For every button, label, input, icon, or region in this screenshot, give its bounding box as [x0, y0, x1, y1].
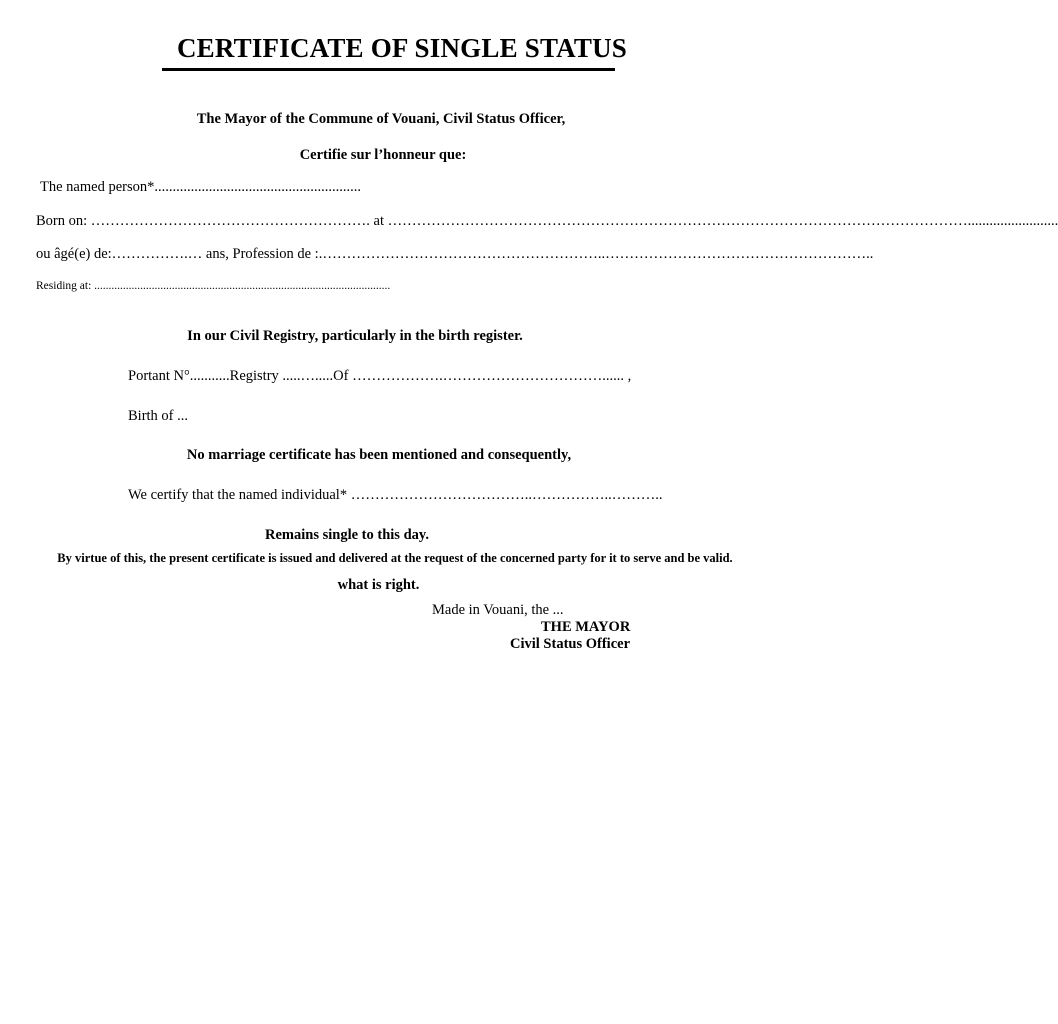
birth-of-field: Birth of ... — [128, 408, 189, 424]
residing-field: Residing at: ....................................................................................................... — [36, 280, 391, 292]
registry-heading: In our Civil Registry, particularly in the birth register. — [187, 328, 523, 344]
named-person-field: The named person*......................................................... — [40, 179, 361, 195]
made-in-line: Made in Vouani, the ... — [432, 602, 564, 618]
mayor-line: The Mayor of the Commune of Vouani, Civil Status Officer, — [196, 111, 566, 127]
no-marriage-line: No marriage certificate has been mentioned and consequently, — [186, 447, 572, 463]
title-underline — [162, 68, 615, 71]
what-is-right-line: what is right. — [337, 577, 420, 593]
we-certify-field: We certify that the named individual* ………………………………..……………..……….. — [128, 487, 663, 503]
civil-officer-title: Civil Status Officer — [510, 636, 631, 652]
born-on-field: Born on: …………………………………………………. at …………………………………………………………………………………………………………......................... — [36, 213, 1058, 229]
certificate-title: CERTIFICATE OF SINGLE STATUS — [176, 33, 627, 63]
certifie-line: Certifie sur l’honneur que: — [299, 147, 467, 163]
portant-field: Portant N°...........Registry .....….....Of ……………….……………………………...... , — [128, 368, 632, 384]
remains-single-line: Remains single to this day. — [265, 527, 429, 543]
mayor-signature-title: THE MAYOR — [541, 619, 631, 635]
age-profession-field: ou âgé(e) de:…………….… ans, Profession de :.…………………………………………………..……………………………………………….. — [36, 246, 874, 262]
by-virtue-line: By virtue of this, the present certificate is issued and delivered at the request of the concerned party for it to serve and be valid. — [57, 551, 733, 565]
